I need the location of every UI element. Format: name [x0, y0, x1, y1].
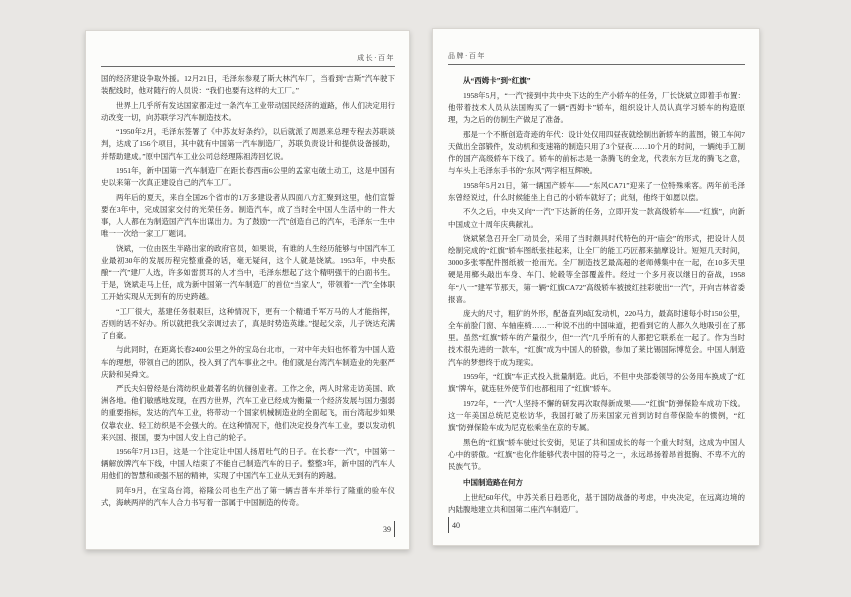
running-header-left: [101, 53, 395, 67]
left-page-body: [101, 73, 395, 521]
section-subheading: 中国制造路在何方: [463, 477, 523, 487]
page-left: [85, 30, 410, 550]
paragraph: 1958年5月21日，第一辆国产轿车——“东风CA71”迎来了一位特殊乘客。两年前毛泽东曾经说过，什么时候能坐上自己的小轿车就好了；此刻，他终于如愿以偿。: [448, 180, 745, 202]
paragraph: 世界上几乎所有发达国家都走过一条汽车工业带动国民经济的道路，伟人们决定用行动改变一切，向苏联学习汽车制造技术。: [101, 100, 395, 122]
running-header-right: [448, 51, 745, 65]
page-number-left-text: 39: [383, 524, 391, 534]
right-page-body: [448, 71, 745, 519]
paragraph: 国的经济建设争取外援。12月21日，毛泽东参观了斯大林汽车厂，当看到“吉斯”汽车驶下装配线时，他对随行的人员说：“我们也要有这样的大工厂。”: [101, 74, 395, 96]
page-number-rule: [448, 517, 449, 533]
paragraph: 1951年，新中国第一汽车制造厂在距长春西南6公里的孟家屯破土动工，这是中国有史以来第一次真正建设自己的汽车工厂。: [101, 166, 395, 188]
paragraph: 同年9月，在宝岛台湾，裕隆公司也生产出了第一辆吉普车并举行了隆重的验车仪式，海峡两岸的汽车人合力书写着一部属于中国制造的传奇。: [101, 486, 395, 508]
paragraph: 饶斌紧急召开全厂动员会，采用了当时颇具时代特色的开“庙会”的形式，把设计人员绘制完成的“红旗”轿车图纸张挂起来，让全厂的能工巧匠都来揣摩设计。短短几天时间，3000多张零配件图纸被一抢而光。全厂制造技艺最高超的老师傅集中在一起，在10多天里硬是用榔头敲出车身、车门、轮毂等全部覆盖件。经过一个多月夜以继日的奋战，1958年“八一”建军节那天，第一辆“红旗CA72”高级轿车被披红挂彩驶出“一汽”，开向吉林省委报喜。: [448, 234, 745, 304]
paragraph: “1950年2月，毛泽东签署了《中苏友好条约》，以后就派了周恩来总理专程去苏联谈判，达成了156个项目，其中就有中国第一汽车制造厂，苏联负责设计和提供设备援助，并帮助建成。”原中国汽车工业公司总经理陈祖涛回忆说。: [101, 127, 395, 161]
paragraph: 黑色的“红旗”轿车驶过长安街，见证了共和国成长的每一个重大时刻，这成为中国人心中的骄傲。“红旗”也化作能够代表中国的符号之一，永远昂扬着昂首挺胸、不卑不亢的民族气节。: [448, 437, 745, 471]
paragraph: 不久之后，中央又向“一汽”下达新的任务，立即开发一款高级轿车——“红旗”，向新中国成立十周年庆典献礼。: [448, 207, 745, 229]
page-number-rule: [394, 521, 395, 537]
paragraph: 那是一个不断创造奇迹的年代：设计处仅用四昼夜就绘制出新轿车的蓝图，锻工车间7天做出全部锻件，发动机和变速箱的制造只用了3个昼夜……10个月的时间，一辆纯手工制作的国产高级轿车下线了。轿车的前标志是一条腾飞的金龙，代表东方巨龙的腾飞之意，与车头上毛泽东手书的“东风”两字相互辉映。: [448, 129, 745, 176]
paragraph: 与此同时，在距离长春2400公里之外的宝岛台北市，一对中年夫妇也怀着为中国人造车的理想，带领自己的团队，投入到了汽车事业之中。他们就是台湾汽车制造业的先驱严庆龄和吴舜文。: [101, 345, 395, 379]
paragraph: “工厂很大，基建任务很艰巨，这种情况下，更有一个精通千军万马的人才能指挥，否则的话不好办。所以就把我父亲调过去了，真是时势造英雄。”提起父亲，儿子饶达充满了自豪。: [101, 306, 395, 340]
page-right: [432, 28, 760, 546]
paragraph: 庞大的尺寸，粗犷的外形，配备直列8缸发动机，220马力，最高时速每小时150公里，全车前脸门窗、车轴座椅……一种说不出的中国味道，把看到它的人都久久地吸引在了那里。虽然“红旗”轿车的产量很少，但“一汽”几乎所有的人都把它联系在一起了。作为当时技术很先进的一款车，“红旗”成为中国人的骄傲，参加了莱比锡国际博览会。中国人制造汽车的梦想终于成为现实。: [448, 309, 745, 367]
paragraph: 1972年，“一汽”人坚持不懈的研发再次取得新成果——“红旗”防弹保险车成功下线。这一年美国总统尼克松访华，我国打破了历来国家元首到访时自带保险车的惯例，“红旗”防弹保险车成为尼克松乘坐在京的专属。: [448, 398, 745, 433]
running-header-left-text: 成长·百年: [357, 54, 395, 62]
running-header-right-text: 品牌·百年: [448, 52, 486, 60]
paragraph: 两年后的夏天，来自全国26个省市的1万多建设者从四面八方汇聚到这里，他们宣誓要在3年中，完成国家交付的光荣任务。制造汽车，成了当时全中国人生活中的一件大事，人人都在为制造国产汽车出谋出力。为了鼓励“一汽”创造自己的汽车，毛泽东一生中唯一一次给一家工厂题词。: [101, 192, 395, 239]
page-right-inner: [448, 51, 745, 535]
paragraph: 1956年7月13日，这是一个注定让中国人扬眉吐气的日子。在长春“一汽”，中国第一辆解放牌汽车下线，中国人结束了不能自己制造汽车的日子。整整3年，新中国的汽车人用他们的智慧和顽强不屈的精神，实现了中国汽车工业从无到有的跨越。: [101, 447, 395, 481]
paragraph: 1958年5月，“一汽”接到中共中央下达的生产小轿车的任务，厂长饶斌立即着手布置：他带着技术人员从法国购买了一辆“西姆卡”轿车，组织设计人员认真学习轿车的构造原理，为之后的仿制生产做足了准备。: [448, 91, 745, 125]
page-number-right: [448, 517, 460, 533]
page-number-right-text: 40: [452, 520, 460, 530]
page-number-left: [383, 521, 395, 537]
paragraph: 严氏夫妇曾经是台湾纺织业最著名的伉俪创业者。工作之余，两人时常走访美国、欧洲各地。他们敏感地发现，在西方世界，汽车工业已经成为衡量一个经济发展与国力强弱的重要指标，发达的汽车工业，将带动一个国家机械制造业的全面起飞，而台湾起步如果仅靠农业、轻工纺织是不会强大的。在这种情况下，他们决定投身汽车工业，要以发动机来兴国、报国，要为中国人安上自己的轮子。: [101, 384, 395, 442]
paragraph: 1959年，“红旗”车正式投入批量制造。此后，不但中央部委领导的公务用车换成了“红旗”牌车，就连驻外使节们也都租用了“红旗”轿车。: [448, 372, 745, 394]
paragraph: 上世纪60年代，中苏关系日趋恶化，基于国防战备的考虑，中央决定，在远离边境的内陆腹地建立共和国第二座汽车制造厂。: [448, 493, 745, 515]
page-left-inner: [101, 53, 395, 539]
paragraph: 饶斌，一位由医生半路出家的政府官员，如果说，有谁的人生经历能够与中国汽车工业最初30年的发展历程完整重叠的话，毫无疑问，这个人就是饶斌。1953年，中央酝酿“一汽”建厂人选，许多如雷贯耳的人才当中，毛泽东想起了这个精明强干的白面书生。于是，饶斌走马上任，成为新中国第一汽车制造厂的首位“当家人”，带领着“一汽”全体职工开始实现从无到有的历史跨越。: [101, 243, 395, 302]
section-subheading: 从“西姆卡”到“红旗”: [463, 76, 531, 85]
